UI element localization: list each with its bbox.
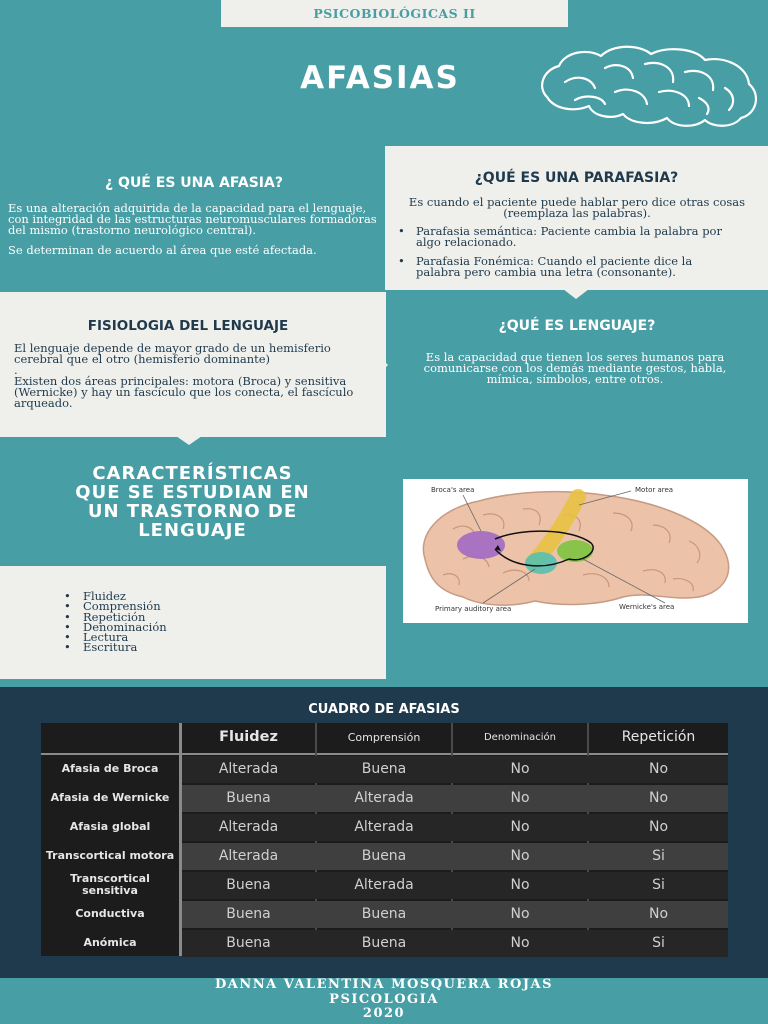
parafasia-pointer bbox=[563, 289, 589, 299]
list-item: • Repetición bbox=[64, 609, 146, 624]
table-cell: No bbox=[648, 790, 669, 806]
table-cell: No bbox=[648, 761, 669, 777]
list-item: • Denominación bbox=[64, 619, 167, 634]
table-row bbox=[41, 813, 728, 841]
table-cell: No bbox=[510, 935, 530, 951]
caracteristicas-list bbox=[64, 591, 167, 653]
header-fluidez: Fluidez bbox=[219, 729, 278, 745]
table-cell: Buena bbox=[226, 906, 271, 922]
que-es-afasia-body bbox=[8, 203, 380, 256]
table-cell: Alterada bbox=[354, 877, 414, 893]
fisiologia-pointer bbox=[378, 355, 388, 375]
list-item: • Parafasia Fonémica: Cuando el paciente dice la palabra pero cambia una letra (consonante). bbox=[398, 254, 693, 279]
table-cell: Buena bbox=[361, 906, 407, 922]
motor-label: Motor area bbox=[635, 486, 674, 494]
year: 2020 bbox=[362, 1006, 406, 1021]
fisiologia-bottom-pointer bbox=[176, 436, 202, 445]
table-row bbox=[41, 784, 728, 812]
fisiologia-p1: El lenguaje depende de mayor grado de un hemisferio cerebral que el otro (hemisferio dominante) bbox=[14, 341, 331, 366]
caracteristicas-box bbox=[0, 566, 386, 679]
author-name: DANNA VALENTINA MOSQUERA ROJAS bbox=[215, 977, 553, 992]
auditory-label: Primary auditory area bbox=[435, 605, 512, 613]
table-row bbox=[41, 929, 728, 957]
cuadro-title: CUADRO DE AFASIAS bbox=[308, 702, 460, 717]
course-label: PSICOBIOLÓGICAS II bbox=[313, 6, 476, 21]
header-denominacion: Denominación bbox=[483, 732, 557, 743]
row-label: Transcortical sensitiva bbox=[70, 872, 150, 897]
footer bbox=[0, 978, 768, 1024]
table-row bbox=[41, 842, 728, 870]
table-cell: Buena bbox=[226, 935, 271, 951]
table-cell: Buena bbox=[361, 935, 407, 951]
que-es-afasia-heading: ¿ QUÉ ES UNA AFASIA? bbox=[105, 175, 283, 191]
course-banner bbox=[221, 0, 568, 27]
fisiologia-dot: . bbox=[14, 363, 18, 377]
table-cell: No bbox=[648, 906, 669, 922]
row-label: Afasia de Wernicke bbox=[50, 791, 170, 804]
table-cell: No bbox=[510, 877, 530, 893]
table-cell: Buena bbox=[226, 790, 271, 806]
row-label: Afasia de Broca bbox=[61, 762, 159, 775]
brain-outline-icon bbox=[535, 42, 765, 130]
list-item: • Fluidez bbox=[64, 589, 126, 603]
table-cell: No bbox=[510, 761, 530, 777]
program-name: PSICOLOGIA bbox=[329, 991, 439, 1007]
table-cell: No bbox=[510, 906, 530, 922]
table-row bbox=[41, 900, 728, 928]
header-comprension: Comprensión bbox=[347, 731, 421, 744]
afasia-note: Se determinan de acuerdo al área que esté afectada. bbox=[8, 243, 317, 257]
table-cell: Buena bbox=[226, 877, 271, 893]
table-cell: No bbox=[510, 848, 530, 864]
afasia-definition: Es una alteración adquirida de la capacidad para el lenguaje, con integridad de las estructuras neuromusculares formadoras del mismo (trastorno neurológico central). bbox=[8, 201, 377, 237]
table-cell: No bbox=[510, 819, 530, 835]
row-label: Transcortical motora bbox=[45, 849, 175, 862]
wernicke-label: Wernicke's area bbox=[619, 603, 675, 611]
table-row bbox=[41, 871, 728, 899]
row-label: Anómica bbox=[83, 936, 137, 949]
fisiologia-p2: Existen dos áreas principales: motora (Broca) y sensitiva (Wernicke) y hay un fascículo que los conecta, el fascículo arqueado. bbox=[14, 374, 354, 410]
fisiologia-heading: FISIOLOGIA DEL LENGUAJE bbox=[87, 318, 289, 334]
row-label: Conductiva bbox=[75, 907, 145, 920]
table-cell: Si bbox=[652, 848, 665, 864]
table-cell: Alterada bbox=[218, 848, 279, 864]
parafasia-list bbox=[398, 226, 740, 278]
table-cell: Alterada bbox=[218, 819, 279, 835]
brain-areas-figure bbox=[403, 479, 748, 623]
que-es-lenguaje-body: Es la capacidad que tienen los seres humanos para comunicarse con los demás mediante gestos, habla, mímica, símbolos, entre otros. bbox=[423, 350, 727, 386]
parafasia-intro: Es cuando el paciente puede hablar pero dice otras cosas (reemplaza las palabras). bbox=[408, 195, 746, 220]
table-cell: No bbox=[648, 819, 669, 835]
table-cell: Alterada bbox=[218, 761, 279, 777]
table-cell: No bbox=[510, 790, 530, 806]
table-cell: Buena bbox=[361, 848, 407, 864]
table-cell: Buena bbox=[361, 761, 407, 777]
fisiologia-body bbox=[14, 343, 366, 409]
list-item: • Parafasia semántica: Paciente cambia la palabra por algo relacionado. bbox=[398, 224, 722, 249]
table-row bbox=[41, 755, 728, 783]
caracteristicas-heading: CARACTERÍSTICAS QUE SE ESTUDIAN EN UN TRASTORNO DE LENGUAJE bbox=[75, 463, 310, 541]
page-title: AFASIAS bbox=[300, 60, 460, 96]
list-item: • Comprensión bbox=[64, 599, 161, 614]
header-repeticion: Repetición bbox=[621, 729, 696, 745]
table-cell: Si bbox=[652, 935, 665, 951]
parafasia-heading: ¿QUÉ ES UNA PARAFASIA? bbox=[474, 170, 679, 186]
list-item: • Escritura bbox=[64, 640, 138, 655]
que-es-lenguaje-heading: ¿QUÉ ES LENGUAJE? bbox=[498, 318, 656, 334]
brain-diagram bbox=[403, 479, 748, 623]
afasias-table bbox=[41, 723, 728, 956]
list-item: • Lectura bbox=[64, 630, 129, 645]
table-cell: Alterada bbox=[354, 819, 414, 835]
row-label: Afasia global bbox=[69, 820, 151, 833]
table-cell: Si bbox=[652, 877, 665, 893]
broca-label: Broca's area bbox=[431, 486, 475, 494]
table-header-row bbox=[41, 723, 728, 753]
table-cell: Alterada bbox=[354, 790, 414, 806]
